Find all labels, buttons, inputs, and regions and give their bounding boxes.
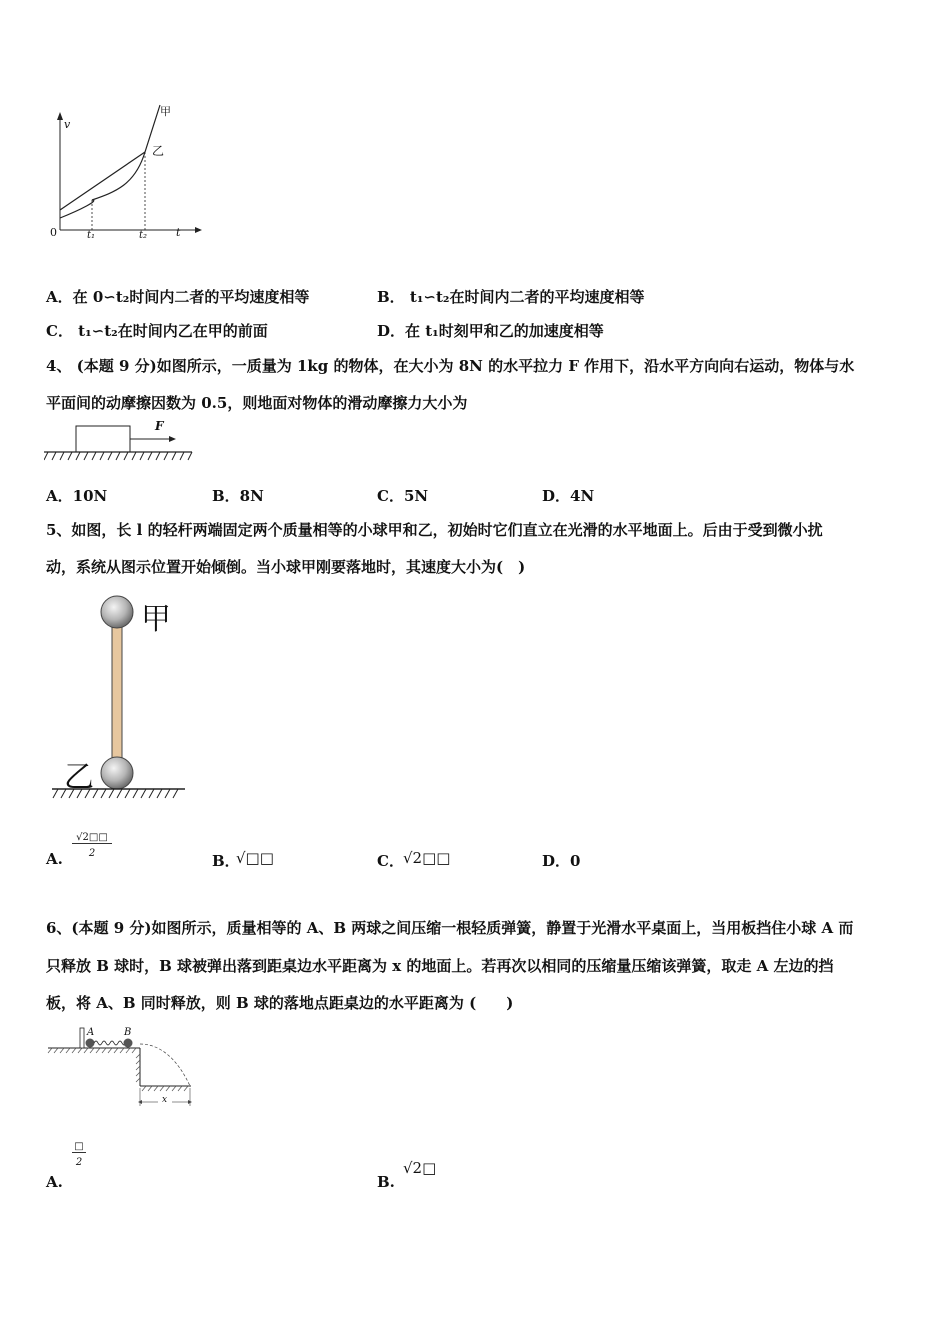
q5-text-line2: 动，系统从图示位置开始倾倒。当小球甲刚要落地时，其速度大小为( ) bbox=[46, 558, 526, 576]
q6-text-line3: 板，将 A、B 同时释放，则 B 球的落地点距桌边的水平距离为 ( ) bbox=[46, 994, 514, 1012]
ball-a-label: A bbox=[87, 1027, 95, 1038]
distance-x-label: x bbox=[162, 1095, 168, 1105]
q3-option-b: B． t₁∽t₂在时间内二者的平均速度相等 bbox=[377, 288, 645, 306]
q4-text-line1: 4、 (本题 9 分)如图所示，一质量为 1kg 的物体，在大小为 8N 的水平拉力 F 作用下，沿水平方向向右运动，物体与水 bbox=[46, 357, 855, 375]
jia-label: 甲 bbox=[160, 105, 171, 118]
q4-text-line2: 平面间的动摩擦因数为 0.5，则地面对物体的滑动摩擦力大小为 bbox=[46, 394, 468, 412]
q4-option-a: A．10N bbox=[46, 487, 108, 505]
q6-option-a-numerator: □ bbox=[72, 1141, 86, 1153]
q5-option-c-expr: √2□□ bbox=[403, 849, 451, 867]
t1-tick-label: t₁ bbox=[87, 230, 96, 241]
ball-jia-label: 甲 bbox=[141, 602, 171, 637]
t2-tick-label: t₂ bbox=[139, 230, 148, 241]
yi-label: 乙 bbox=[152, 144, 165, 158]
ball-yi-label: 乙 bbox=[64, 760, 94, 795]
origin-label: 0 bbox=[50, 226, 57, 239]
q5-option-a: A. bbox=[46, 850, 63, 868]
q3-option-a: A．在 0∽t₂时间内二者的平均速度相等 bbox=[46, 288, 310, 306]
block-on-ground-figure bbox=[44, 420, 194, 465]
q5-option-c: C． bbox=[377, 852, 404, 870]
q3-option-c: C． t₁∽t₂在时间内乙在甲的前面 bbox=[46, 322, 268, 340]
q5-option-a-denominator: 2 bbox=[88, 848, 96, 859]
q6-text-line2: 只释放 B 球时，B 球被弹出落到距桌边水平距离为 x 的地面上。若再次以相同的压缩量压缩该弹簧，取走 A 左边的挡 bbox=[46, 957, 834, 975]
q4-option-c: C．5N bbox=[377, 487, 429, 505]
q6-option-b: B. bbox=[377, 1173, 395, 1191]
q6-option-a: A. bbox=[46, 1173, 63, 1191]
q3-option-d: D．在 t₁时刻甲和乙的加速度相等 bbox=[377, 322, 604, 340]
q5-option-b-expr: √□□ bbox=[236, 849, 274, 867]
q5-text-line1: 5、如图，长 l 的轻杆两端固定两个质量相等的小球甲和乙，初始时它们直立在光滑的水平地面上。后由于受到微小扰 bbox=[46, 521, 823, 539]
axis-v-label: v bbox=[64, 118, 71, 131]
q4-option-b: B．8N bbox=[212, 487, 264, 505]
q6-option-a-denominator: 2 bbox=[75, 1157, 83, 1168]
q6-option-b-expr: √2□ bbox=[403, 1159, 437, 1177]
q6-text-line1: 6、(本题 9 分)如图所示，质量相等的 A、B 两球之间压缩一根轻质弹簧，静置于光滑水平桌面上，当用板挡住小球 A 而 bbox=[46, 919, 854, 937]
q4-option-d: D．4N bbox=[542, 487, 595, 505]
spring-table-figure bbox=[46, 1022, 196, 1112]
force-f-label: F bbox=[155, 419, 164, 433]
axis-t-label: t bbox=[176, 226, 181, 239]
ball-b-label: B bbox=[124, 1027, 132, 1038]
q5-option-d: D．0 bbox=[542, 852, 581, 870]
q5-option-a-numerator: √2□□ bbox=[72, 832, 112, 844]
q5-option-b: B． bbox=[212, 852, 240, 870]
